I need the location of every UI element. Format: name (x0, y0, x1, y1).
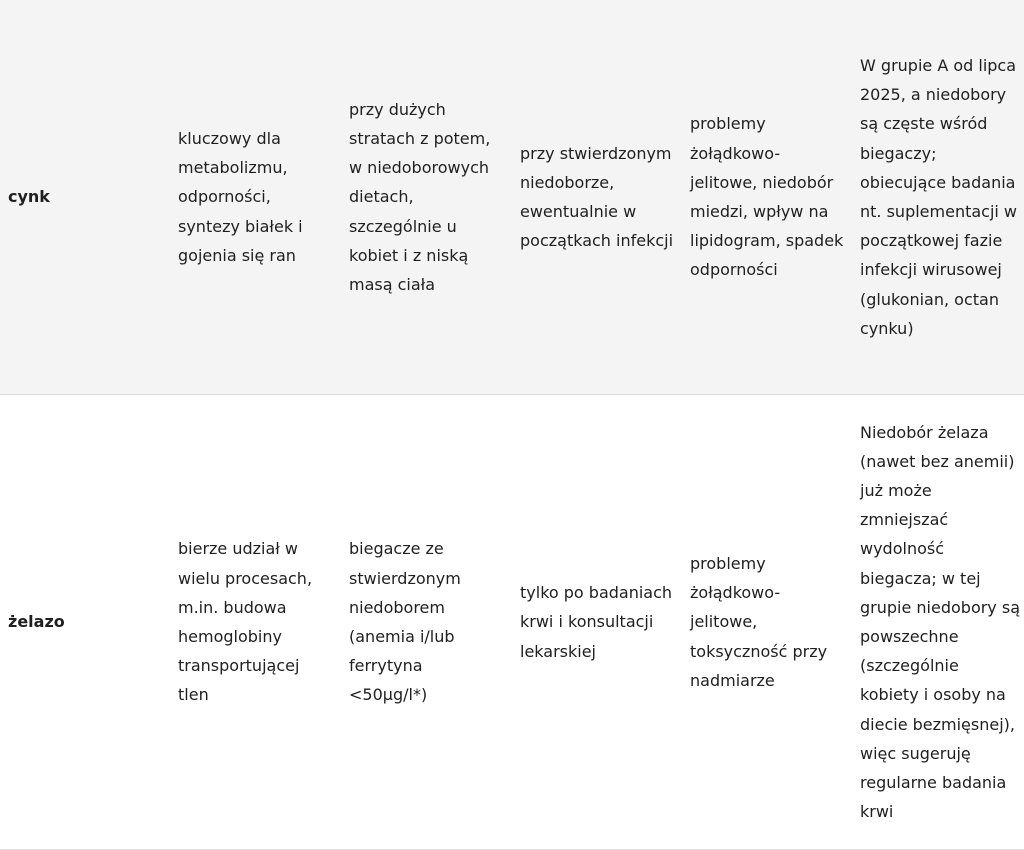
risks-cell: problemy żołądkowo-jelitowe, toksyczność przy nadmiarze (682, 395, 852, 850)
target-group-cell: biegacze ze stwierdzonym niedoborem (anemia i/lub ferrytyna <50µg/l*) (341, 395, 512, 850)
supplement-name-cell: cynk (0, 0, 170, 395)
role-cell: kluczowy dla metabolizmu, odporności, syntezy białek i gojenia się ran (170, 0, 341, 395)
when-cell: tylko po badaniach krwi i konsultacji lekarskiej (512, 395, 682, 850)
when-cell: przy stwierdzonym niedoborze, ewentualnie w początkach infekcji (512, 0, 682, 395)
table-row (0, 0, 1024, 395)
supplement-name-cell: żelazo (0, 395, 170, 850)
notes-cell: W grupie A od lipca 2025, a niedobory są częste wśród biegaczy; obiecujące badania nt. suplementacji w początkowej fazie infekcji wirusowej (glukonian, octan cynku) (852, 0, 1024, 395)
target-group-cell: przy dużych stratach z potem, w niedoborowych dietach, szczególnie u kobiet i z niską masą ciała (341, 0, 512, 395)
risks-cell: problemy żołądkowo-jelitowe, niedobór miedzi, wpływ na lipidogram, spadek odporności (682, 0, 852, 395)
role-cell: bierze udział w wielu procesach, m.in. budowa hemoglobiny transportującej tlen (170, 395, 341, 850)
notes-cell: Niedobór żelaza (nawet bez anemii) już może zmniejszać wydolność biegacza; w tej grupie niedobory są powszechne (szczególnie kobiety i osoby na diecie bezmięsnej), więc sugeruję regularne badania krwi (852, 395, 1024, 850)
table-row (0, 395, 1024, 850)
